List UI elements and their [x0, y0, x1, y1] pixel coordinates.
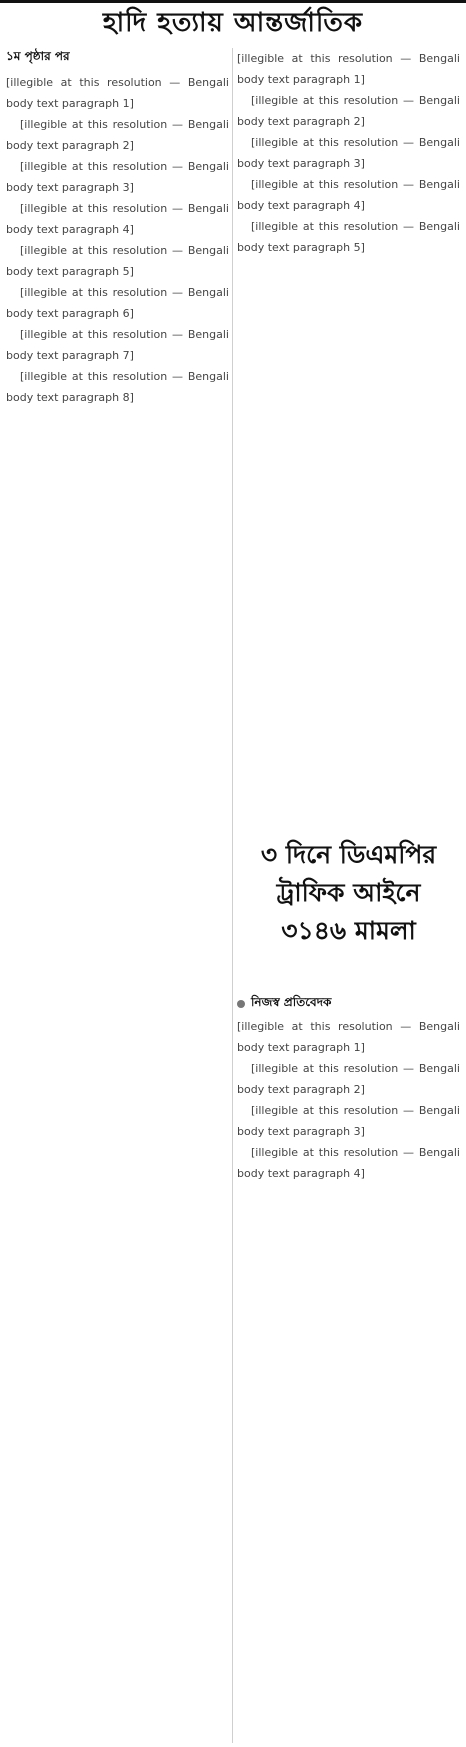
left-paragraph-5: [illegible at this resolution — Bengali body text paragraph 5]	[6, 244, 229, 278]
left-paragraph-7: [illegible at this resolution — Bengali body text paragraph 7]	[6, 328, 229, 362]
right-paragraph-1: [illegible at this resolution — Bengali body text paragraph 1]	[237, 52, 460, 86]
box-paragraph-2: [illegible at this resolution — Bengali body text paragraph 2]	[237, 1062, 460, 1096]
left-paragraph-2: [illegible at this resolution — Bengali body text paragraph 2]	[6, 118, 229, 152]
box-paragraph-4: [illegible at this resolution — Bengali body text paragraph 4]	[237, 1146, 460, 1180]
box-paragraph-1: [illegible at this resolution — Bengali body text paragraph 1]	[237, 1020, 460, 1054]
bullet-icon	[237, 1000, 245, 1008]
right-paragraph-5: [illegible at this resolution — Bengali body text paragraph 5]	[237, 220, 460, 254]
page-headline: হাদি হত্যায় আন্তর্জাতিক	[102, 8, 364, 38]
left-paragraph-3: [illegible at this resolution — Bengali body text paragraph 3]	[6, 160, 229, 194]
right-paragraph-4: [illegible at this resolution — Bengali body text paragraph 4]	[237, 178, 460, 212]
left-paragraph-1: [illegible at this resolution — Bengali body text paragraph 1]	[6, 76, 229, 110]
top-rule	[0, 0, 466, 3]
byline-text: নিজস্ব প্রতিবেদক	[251, 995, 332, 1009]
left-column	[6, 48, 229, 408]
box-headline-line-3: ৩১৪৬ মামলা	[281, 916, 416, 945]
left-paragraph-8: [illegible at this resolution — Bengali body text paragraph 8]	[6, 370, 229, 404]
box-headline-line-1: ৩ দিনে ডিএমপির	[260, 840, 437, 869]
right-paragraph-3: [illegible at this resolution — Bengali body text paragraph 3]	[237, 136, 460, 170]
byline	[237, 994, 460, 1014]
right-column-top	[237, 48, 460, 258]
continued-from-label: ১ম পৃষ্ঠার পর	[6, 49, 70, 63]
right-paragraph-2: [illegible at this resolution — Bengali body text paragraph 2]	[237, 94, 460, 128]
box-paragraph-3: [illegible at this resolution — Bengali body text paragraph 3]	[237, 1104, 460, 1138]
left-paragraph-6: [illegible at this resolution — Bengali body text paragraph 6]	[6, 286, 229, 320]
box-story-body	[237, 1016, 460, 1184]
left-paragraph-4: [illegible at this resolution — Bengali body text paragraph 4]	[6, 202, 229, 236]
box-story-headline	[237, 836, 460, 986]
box-headline-line-2: ট্রাফিক আইনে	[276, 878, 421, 907]
column-divider	[232, 48, 233, 1743]
